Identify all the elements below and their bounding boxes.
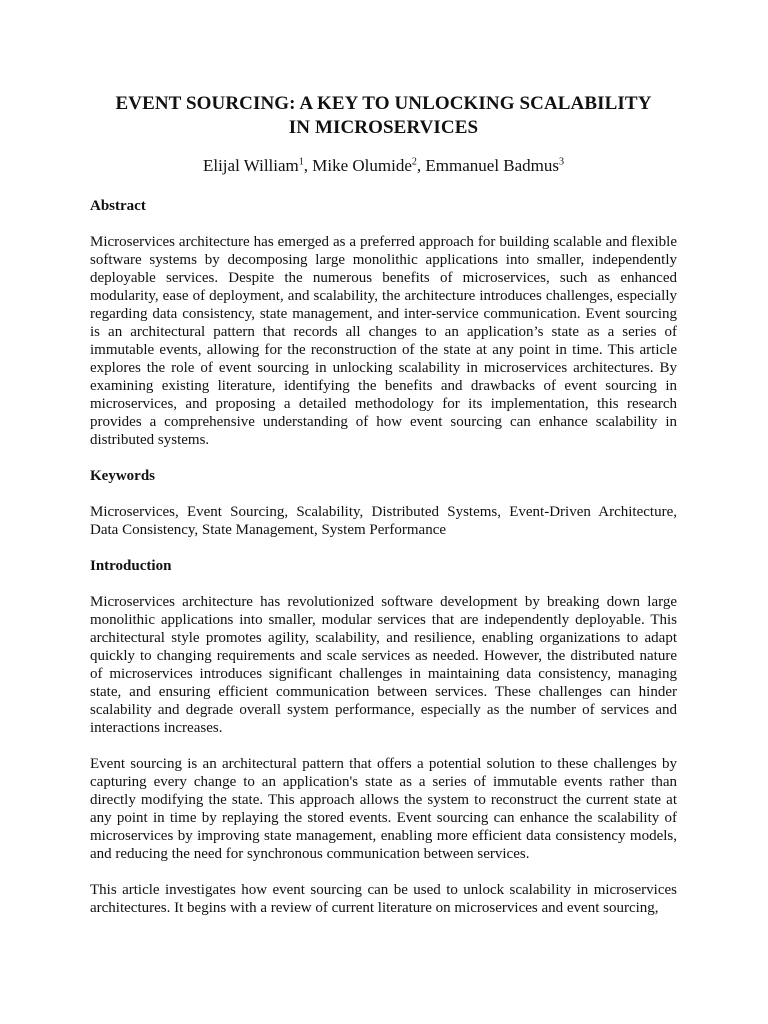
paper-title [90,92,677,140]
author-name: Mike Olumide [312,156,412,175]
introduction-paragraph: This article investigates how event sourcing can be used to unlock scalability in microservices architectures. It begins with a review of current literature on microservices and event sourcing, [90,882,677,916]
abstract-heading: Abstract [90,198,146,214]
author-affiliation: 1 [298,156,304,168]
keywords-heading: Keywords [90,468,155,484]
author-name: Emmanuel Badmus [425,156,560,175]
paper-page [90,92,677,917]
author-separator: , [303,156,313,175]
author-list [90,155,677,177]
introduction-paragraph: Microservices architecture has revolutionized software development by breaking down large monolithic applications into smaller, modular services that are independently deployable. This architectural style promotes agility, scalability, and resilience, enabling organizations to adapt quickly to changing requirements and scale services as needed. However, the distributed nature of microservices introduces significant challenges in maintaining data consistency, managing state, and ensuring efficient communication between services. These challenges can hinder scalability and degrade overall system performance, especially as the number of services and interactions increases. [90,594,677,736]
author-affiliation: 2 [411,156,417,168]
author-name: Elijal William [202,156,299,175]
title-line-1: EVENT SOURCING: A KEY TO UNLOCKING SCALABILITY [115,93,652,114]
introduction-heading: Introduction [90,558,172,574]
abstract-text: Microservices architecture has emerged as a preferred approach for building scalable and flexible software systems by decomposing large monolithic applications into smaller, independently deployable services. Despite the numerous benefits of microservices, such as enhanced modularity, ease of deployment, and scalability, the architecture introduces challenges, especially regarding data consistency, state management, and inter-service communication. Event sourcing is an architectural pattern that records all changes to an application’s state as a series of immutable events, allowing for the reconstruction of the state at any point in time. This article explores the role of event sourcing in unlocking scalability in microservices architectures. By examining existing literature, identifying the benefits and drawbacks of event sourcing in microservices, and proposing a detailed methodology for its implementation, this research provides a comprehensive understanding of how event sourcing can enhance scalability in distributed systems. [90,234,677,448]
author-separator: , [416,156,426,175]
author-affiliation: 3 [559,156,565,168]
introduction-paragraph: Event sourcing is an architectural pattern that offers a potential solution to these challenges by capturing every change to an application's state as a series of immutable events rather than directly modifying the state. This approach allows the system to reconstruct the current state at any point in time by replaying the stored events. Event sourcing can enhance the scalability of microservices by improving state management, enabling more efficient data consistency models, and reducing the need for synchronous communication between services. [90,756,677,862]
keywords-text: Microservices, Event Sourcing, Scalability, Distributed Systems, Event-Driven Architecture, Data Consistency, State Management, System Performance [90,504,677,538]
title-line-2: IN MICROSERVICES [288,117,479,138]
